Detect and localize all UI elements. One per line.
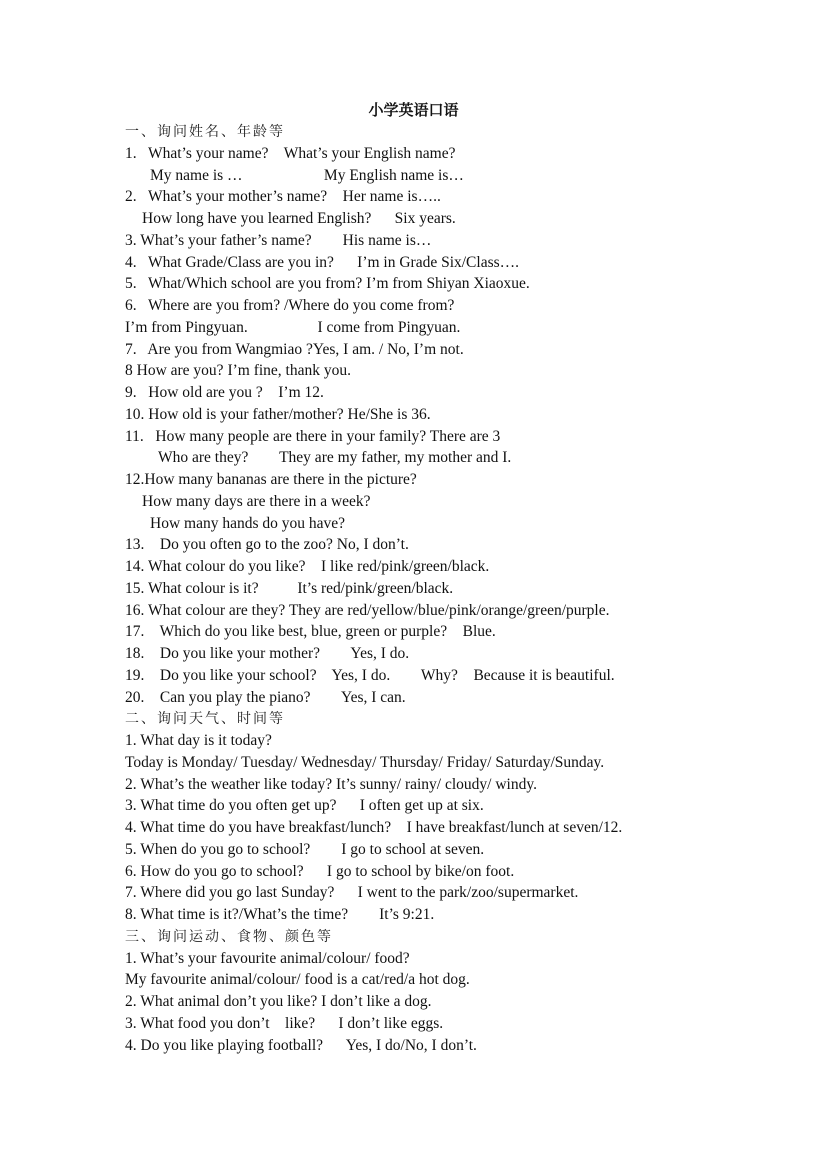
text-line: 6. How do you go to school? I go to school by bike/on foot. [125, 862, 515, 880]
text-line: 3. What time do you often get up? I often get up at six. [125, 797, 484, 815]
text-line: How long have you learned English? Six years. [142, 210, 456, 227]
text-line: 1. What day is it today? [125, 732, 272, 749]
text-line: 2. What animal don’t you like? I don’t like a dog. [125, 993, 432, 1010]
text-line: 7. Are you from Wangmiao ?Yes, I am. / No, I’m not. [125, 340, 464, 358]
text-line: 5. When do you go to school? I go to school at seven. [125, 840, 485, 858]
text-line: 8. What time is it?/What’s the time? It’s 9:21. [125, 906, 435, 923]
text-line: My favourite animal/colour/ food is a cat/red/a hot dog. [125, 971, 470, 989]
text-line: 4. What time do you have breakfast/lunch? I have breakfast/lunch at seven/12. [125, 819, 623, 836]
text-line: 14. What colour do you like? I like red/pink/green/black. [125, 558, 490, 575]
text-line: 4. What Grade/Class are you in? I’m in Grade Six/Class…. [125, 253, 520, 271]
text-line: 17. Which do you like best, blue, green or purple? Blue. [125, 623, 496, 641]
text-line: 3. What food you don’t like? I don’t like eggs. [125, 1014, 444, 1032]
text-line: 10. How old is your father/mother? He/She is 36. [125, 405, 431, 423]
text-line: 15. What colour is it? It’s red/pink/green/black. [125, 579, 454, 597]
text-line: Today is Monday/ Tuesday/ Wednesday/ Thursday/ Friday/ Saturday/Sunday. [125, 753, 605, 771]
text-line: 8 How are you? I’m fine, thank you. [125, 362, 351, 380]
text-line: How many days are there in a week? [142, 492, 371, 510]
text-line: 2. What’s the weather like today? It’s sunny/ rainy/ cloudy/ windy. [125, 775, 537, 793]
text-line: 2. What’s your mother’s name? Her name is….. [125, 188, 441, 206]
text-line: 20. Can you play the piano? Yes, I can. [125, 688, 406, 706]
text-line: 9. How old are you ? I’m 12. [125, 384, 324, 401]
text-line: How many hands do you have? [150, 514, 345, 532]
section-heading: 三、询问运动、食物、颜色等 [125, 928, 333, 945]
text-line: 16. What colour are they? They are red/yellow/blue/pink/orange/green/purple. [125, 601, 610, 619]
text-line: 4. Do you like playing football? Yes, I do/No, I don’t. [125, 1036, 477, 1054]
text-line: 18. Do you like your mother? Yes, I do. [125, 645, 410, 662]
text-line: 5. What/Which school are you from? I’m from Shiyan Xiaoxue. [125, 275, 530, 293]
text-line: 13. Do you often go to the zoo? No, I don’t. [125, 536, 409, 554]
text-line: 1. What’s your name? What’s your English name? [125, 144, 456, 162]
text-line: 19. Do you like your school? Yes, I do. Why? Because it is beautiful. [125, 666, 615, 684]
text-line: My name is … My English name is… [150, 166, 464, 184]
text-line: 7. Where did you go last Sunday? I went to the park/zoo/supermarket. [125, 884, 579, 902]
text-line: 3. What’s your father’s name? His name is… [125, 231, 432, 249]
text-line: 6. Where are you from? /Where do you come from? [125, 297, 455, 314]
text-line: Who are they? They are my father, my mother and I. [158, 449, 512, 467]
text-line: 1. What’s your favourite animal/colour/ food? [125, 949, 410, 967]
text-line: 12.How many bananas are there in the picture? [125, 471, 417, 488]
text-line: I’m from Pingyuan. I come from Pingyuan. [125, 318, 461, 336]
text-line: 11. How many people are there in your family? There are 3 [125, 427, 501, 445]
document-title: 小学英语口语 [368, 101, 459, 119]
section-heading: 二、询问天气、时间等 [125, 711, 285, 728]
section-heading: 一、询问姓名、年龄等 [125, 124, 285, 140]
